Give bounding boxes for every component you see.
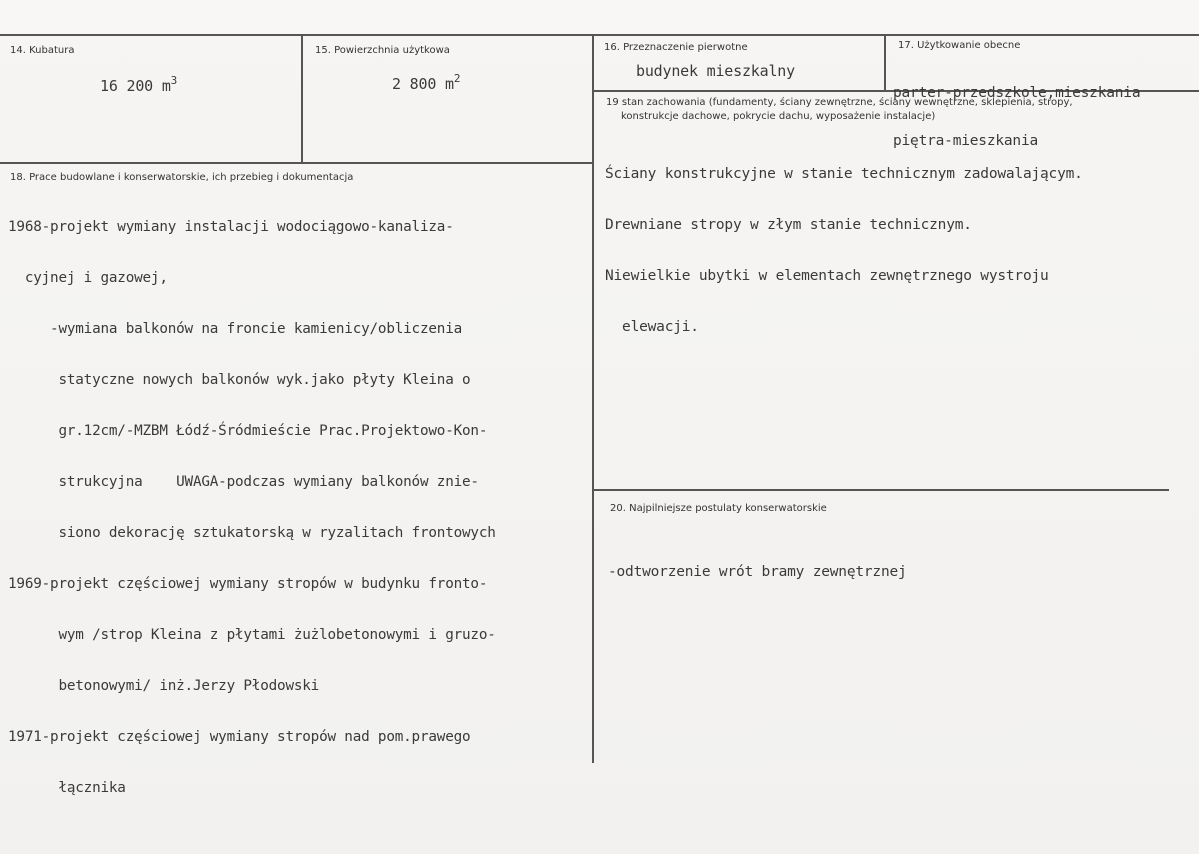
field-18-line: -wymiana balkonów na froncie kamienicy/obliczenia [8, 321, 463, 337]
field-18-line: wym /strop Kleina z płytami żużlobetonowymi i gruzo- [8, 627, 496, 643]
field-18-line: siono dekorację sztukatorską w ryzalitach frontowych [8, 525, 496, 541]
top-rule [0, 34, 1199, 36]
field-18-line: cyjnej i gazowej, [8, 270, 168, 286]
field-18-line: strukcyjna UWAGA-podczas wymiany balkonów znie- [8, 474, 479, 490]
field-19-label-line1: 19 stan zachowania (fundamenty, ściany zewnętrzne, ściany wewnętrzne, sklepienia, stropy, [606, 97, 1073, 108]
field-14-label: 14. Kubatura [10, 45, 75, 56]
field-18-line: gr.12cm/-MZBM Łódź-Śródmieście Prac.Projektowo-Kon- [8, 423, 488, 439]
field-18-label: 18. Prace budowlane i konserwatorskie, ich przebieg i dokumentacja [10, 172, 354, 183]
divider-16-17 [884, 35, 886, 90]
divider-14-15 [301, 35, 303, 162]
field-18-line: betonowymi/ inż.Jerzy Płodowski [8, 678, 320, 694]
field-20-line: -odtworzenie wrót bramy zewnętrznej [608, 564, 907, 580]
field-17-line: piętra-mieszkania [893, 133, 1039, 149]
field-14-exponent: 3 [170, 74, 178, 87]
divider-left-right [592, 35, 594, 763]
field-14-value [100, 74, 178, 95]
field-16-label: 16. Przeznaczenie pierwotne [604, 42, 748, 53]
field-14-number: 16 200 m [100, 77, 171, 95]
field-18-line: 1971-projekt częściowej wymiany stropów nad pom.prawego [8, 729, 471, 745]
field-18-line: 1968-projekt wymiany instalacji wodociągowo-kanaliza- [8, 219, 454, 235]
field-18-line: 1969-projekt częściowej wymiany stropów w budynku fronto- [8, 576, 488, 592]
field-19-text [605, 132, 1083, 370]
field-19-label-line2: konstrukcje dachowe, pokrycie dachu, wyposażenie instalacje) [621, 111, 936, 122]
field-15-label: 15. Powierzchnia użytkowa [315, 45, 450, 56]
field-18-line: łącznika [8, 780, 126, 796]
field-18-line: statyczne nowych balkonów wyk.jako płyty Kleina o [8, 372, 471, 388]
field-19-line: elewacji. [605, 319, 699, 335]
card-top-edge [0, 0, 1199, 34]
field-18-text [8, 185, 496, 831]
field-19-line: Niewielkie ubytki w elementach zewnętrznego wystroju [605, 268, 1049, 284]
field-20-text [608, 530, 907, 615]
field-17-label: 17. Użytkowanie obecne [898, 40, 1021, 51]
field-16-value: budynek mieszkalny [636, 62, 795, 80]
field-19-line: Ściany konstrukcyjne w stanie technicznym zadowalającym. [605, 166, 1083, 182]
field-20-label: 20. Najpilniejsze postulaty konserwatorskie [610, 503, 827, 514]
field-15-exponent: 2 [453, 72, 461, 85]
field-17-line: parter-przedszkole,mieszkania [893, 85, 1141, 101]
rule-below-14-15 [0, 162, 593, 164]
field-15-number: 2 800 m [392, 75, 454, 93]
field-19-line: Drewniane stropy w złym stanie technicznym. [605, 217, 972, 233]
field-15-value [392, 72, 461, 93]
rule-below-19 [593, 489, 1169, 491]
